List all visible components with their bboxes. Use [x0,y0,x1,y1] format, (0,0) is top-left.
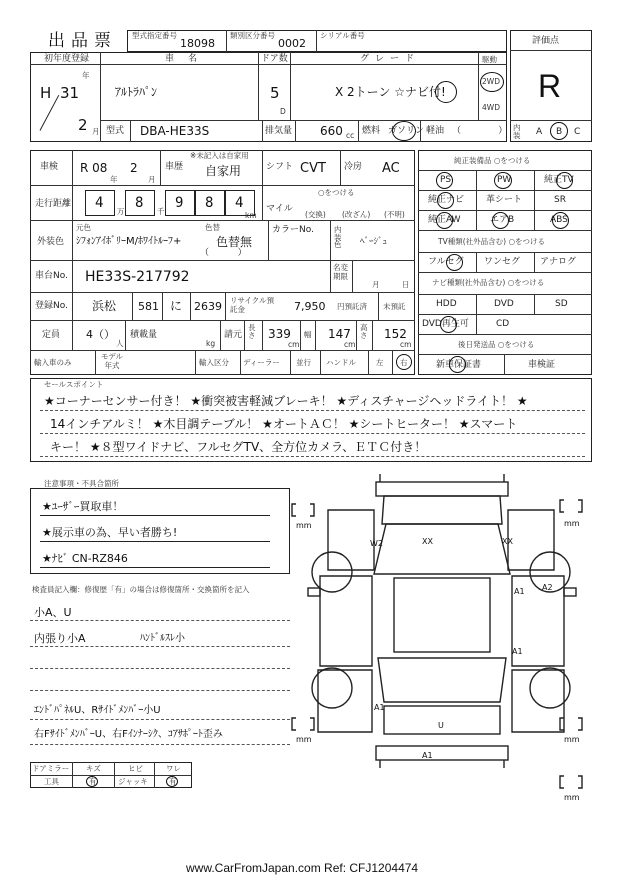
equip-tv-circle [556,172,573,189]
month-unit: 月 [92,127,100,136]
equip-navi-circle [437,192,454,209]
orig-color-value: ｼﾌｫﾝｱｲﾎﾞﾘｰM/ﾎﾜｲﾄﾙｰﾌ+ [76,236,182,247]
tools-door-mirror: ドアミラー [32,764,70,773]
first-reg-era: H [40,84,52,102]
request-label: 請元 [224,330,243,340]
tv-fullseg-circle [446,254,463,271]
sales-line-2: 14インチアルミ！ ★木目調テーブル！ ★オートＡＣ！ ★シートヒーター！ ★スマート [50,417,518,431]
insp-1: 小A、U [34,606,72,619]
color-label: 外装色 [37,237,65,247]
import-parallel: 並行 [296,358,311,367]
ac-value: AC [382,161,400,176]
navi-dvd-play: DVD再生可 [422,319,469,329]
handle-right: 右 [400,358,408,367]
sales-line-1: ★コーナーセンサー付き！ ★衝突被害軽減ブレーキ！ ★ディスチャージヘッドライト！ ★ [44,394,528,408]
fuel-value: ガソリン [388,126,425,136]
shaken-month-unit: 月 [148,175,156,184]
recycle-unit: 円預託済 [337,302,367,311]
grade-circle [435,81,457,103]
doors-label: ドア数 [261,54,288,64]
later-shaken: 車検証 [528,360,556,370]
mileage-man: 万 [117,207,125,216]
first-reg-label: 初年度登録 [44,54,90,64]
equip-abs-circle [552,212,569,229]
shaken-label: 車検 [40,162,59,172]
tools-tool-have: 有 [89,777,97,786]
mile-label: マイル [266,204,293,214]
diagram-mark-xx-1: XX [422,537,433,546]
insp-2: 内張り小A [34,632,86,645]
load-kg: kg [206,339,216,348]
tv-analog: アナログ [540,257,577,267]
tool-have-circle [86,776,98,787]
recycle-unpaid: 未預託 [383,302,406,311]
handle-left: 左 [376,358,384,367]
drive-2wd-circle [480,72,504,92]
width-value: 147 [328,327,351,341]
import-dealer: ディーラー [243,358,280,367]
name-change-month: 月 [372,280,380,289]
capacity-unit: 人 [116,339,124,348]
equip-pw-circle [494,172,512,189]
std-title: 純正装備品 ○をつける [454,156,531,165]
mileage-label: 走行距離 [35,199,72,209]
int-color-label: 内装色 [334,225,342,249]
diagram-mark-xx-2: XX [502,537,513,546]
mileage-digit-3: 9 [175,195,184,211]
navi-cd: CD [496,319,510,329]
navi-dvd: DVD [494,299,514,309]
rating-label: 評価点 [532,36,560,46]
diagram-mark-a1-2: A1 [512,647,523,656]
ac-label: 冷房 [344,162,363,172]
footer-ref: www.CarFromJapan.com Ref: CFJ1204474 [186,861,419,875]
diagram-mark-a1-1: A1 [514,587,525,596]
equip-sr: SR [554,195,566,205]
car-name-label: 車名 [165,54,212,64]
model-type-value: DBA-HE33S [140,124,210,138]
insp-title: 検査員記入欄：修復歴「有」の場合は修復箇所・交換箇所を記入 [32,585,250,594]
shaken-month: 2 [130,161,138,175]
later-warranty: 新車保証書 [436,360,482,370]
equip-abs: ABS [550,215,568,225]
mileage-digit-1: 4 [95,195,104,211]
page-title: 出品票 [48,31,117,51]
diagram-mark-u: U [438,721,444,730]
import-cat-label: 輸入区分 [199,358,229,367]
int-b-circle [550,122,568,140]
navi-dvd-play-circle [440,316,457,333]
grade-value: X 2トーン ☆ナビ付! [335,85,446,99]
tools-tool: 工具 [44,777,59,786]
later-warranty-circle [449,356,466,373]
equip-pw: PW [497,175,512,185]
navi-sd: SD [555,299,568,309]
mileage-sen: 千 [157,207,165,216]
diagram-mark-a1-3: A1 [374,703,385,712]
import-label: 輸入車のみ [34,358,72,367]
navi-title: ナビ種類(社外品含む) ○をつける [432,278,545,287]
equip-airbag: エアB [490,215,515,225]
mile-unknown: (不明) [384,210,405,219]
fuel-circle [392,121,416,141]
equip-ps-circle [436,172,453,189]
doors-value: 5 [270,84,280,102]
width-cm: cm [344,340,356,349]
color-change-paren: （ ） [200,248,247,258]
color-change-value: 色替無 [216,235,253,249]
usage-note: ※未記入は自家用 [190,151,249,160]
equip-leather: 革シート [486,195,523,205]
tv-fullseg: フルセグ [428,257,464,267]
rating-value: R [538,68,562,104]
model-year-label: モデル年式 [100,352,124,370]
mileage-digit-5: 4 [235,195,244,211]
displacement-value: 660 [320,124,343,138]
note-3: ★ﾅﾋﾞ CN-RZ846 [42,552,128,565]
tools-jack: ジャッキ [118,777,148,786]
orig-color-label: 元色 [76,223,91,232]
drive-2wd: 2WD [482,77,500,86]
length-cm: cm [288,340,300,349]
mile-exchange: (交換) [305,210,326,219]
reg-area: 浜松 [92,299,117,313]
model-spec-value: 18098 [180,37,215,50]
first-reg-year: 31 [60,84,80,102]
chassis-label: 車台No. [35,271,68,281]
equip-aw-circle [436,212,453,229]
tools-break: ワレ [166,764,181,773]
usage-value: 自家用 [205,164,242,178]
int-label: 内装 [513,123,521,140]
height-value: 152 [384,327,407,341]
handle-right-circle [396,354,412,370]
equip-navi: 純正ナビ [428,195,465,205]
shaken-value: R 08 [80,161,108,175]
tools-crack: ヒビ [128,764,143,773]
reg-class: 581 [138,300,159,313]
color-no-label: カラーNo. [272,225,314,235]
tools-jack-have: 有 [169,777,177,786]
tools-scratch: キズ [86,764,101,773]
reg-kana: に [170,299,183,313]
equip-airbag-circle [492,212,509,229]
shift-value: CVT [300,161,326,176]
cc-unit: cc [346,131,355,140]
int-b: B [556,127,563,137]
name-change-label: 名変期限 [333,263,348,281]
drive-4wd: 4WD [482,103,500,112]
diagram-mm-spare: mm [564,793,580,802]
capacity-value: 4（） [86,328,115,341]
reg-label: 登録No. [35,301,68,311]
navi-hdd: HDD [436,299,457,309]
height-cm: cm [400,340,412,349]
jack-have-circle [166,776,178,787]
insp-4: 右FｻｲﾄﾞﾒﾝﾊﾞｰU、右Fｲﾝﾅｰｼｸ、ｺｱｻﾎﾟｰﾄ歪み [34,729,223,740]
diagram-mm-rr: mm [564,735,580,744]
grade-label: グレード [360,54,421,64]
notes-title: 注意事項・不具合箇所 [44,479,119,488]
shaken-year-unit: 年 [110,175,118,184]
diagram-mark-a2: A2 [542,583,553,592]
model-spec-label: 型式指定番号 [132,31,177,40]
load-label: 積載量 [130,330,158,340]
category-value: 0002 [278,37,306,50]
chassis-value: HE33S-217792 [85,269,190,285]
diagram-mark-a1-4: A1 [422,751,433,760]
mile-tamper: (改ざん) [342,210,371,219]
sales-title: セールスポイント [44,380,104,389]
length-value: 339 [268,327,291,341]
int-color-value: ﾍﾞｰｼﾞｭ [360,237,388,247]
mileage-km: km [245,211,257,220]
usage-label: 車歴 [165,162,184,172]
equip-tv: 純正TV [544,175,574,185]
door-type: D [280,107,286,116]
note-2: ★展示車の為、早い者勝ち! [42,526,178,539]
oil-paren: （ ） [452,126,508,136]
tv-title: TV種類(社外品含む) ○をつける [438,237,545,246]
displacement-label: 排気量 [265,126,293,136]
model-type-label: 型式 [106,126,125,136]
shift-label: シフト [266,162,294,172]
car-name-value: ｱﾙﾄﾗﾊﾟﾝ [115,85,158,99]
diagram-mm-rl: mm [296,735,312,744]
fuel-label: 燃料 [362,126,381,136]
drive-label: 駆動 [482,55,497,64]
recycle-label: リサイクル預託金 [230,296,274,314]
car-damage-diagram [288,470,588,810]
diagram-mark-w2: W2 [370,539,383,548]
category-label: 類別区分番号 [230,31,275,40]
year-unit: 年 [82,71,90,80]
insp-3: ｴﾝﾄﾞﾊﾟﾈﾙU、Rｻｲﾄﾞﾒﾝﾊﾞｰ小U [34,705,161,716]
height-label: 高さ [360,323,368,340]
int-c: C [574,127,581,137]
width-label: 幅 [304,330,312,339]
mile-check: ○をつける [318,188,355,197]
first-reg-month: 2 [78,116,88,134]
name-change-day: 日 [402,280,410,289]
mileage-digit-2: 8 [135,195,144,211]
serial-label: シリアル番号 [320,31,365,40]
reg-num: 2639 [194,300,222,313]
recycle-value: 7,950 [294,300,326,313]
sales-line-3: キー！ ★８型ワイドナビ、フルセグTV、全方位カメラ、ＥＴＣ付き！ [50,440,427,454]
insp-2b: ﾊﾝﾄﾞﾙｽﾚ小 [140,633,185,644]
capacity-label: 定員 [42,330,61,340]
note-1: ★ﾕｰｻﾞｰ買取車！ [42,500,124,513]
diagram-mm-fr: mm [564,519,580,528]
oil-label: 軽油 [426,126,445,136]
later-title: 後日発送品 ○をつける [458,340,535,349]
color-change-label: 色替 [205,223,220,232]
mileage-digit-4: 8 [205,195,214,211]
diagram-mm-fl: mm [296,521,312,530]
equip-aw: 純正AW [428,215,461,225]
int-a: A [536,127,543,137]
handle-label: ハンドル [326,358,356,367]
equip-ps: PS [440,175,452,185]
tv-oneseg: ワンセグ [484,257,521,267]
length-label: 長さ [248,323,256,340]
